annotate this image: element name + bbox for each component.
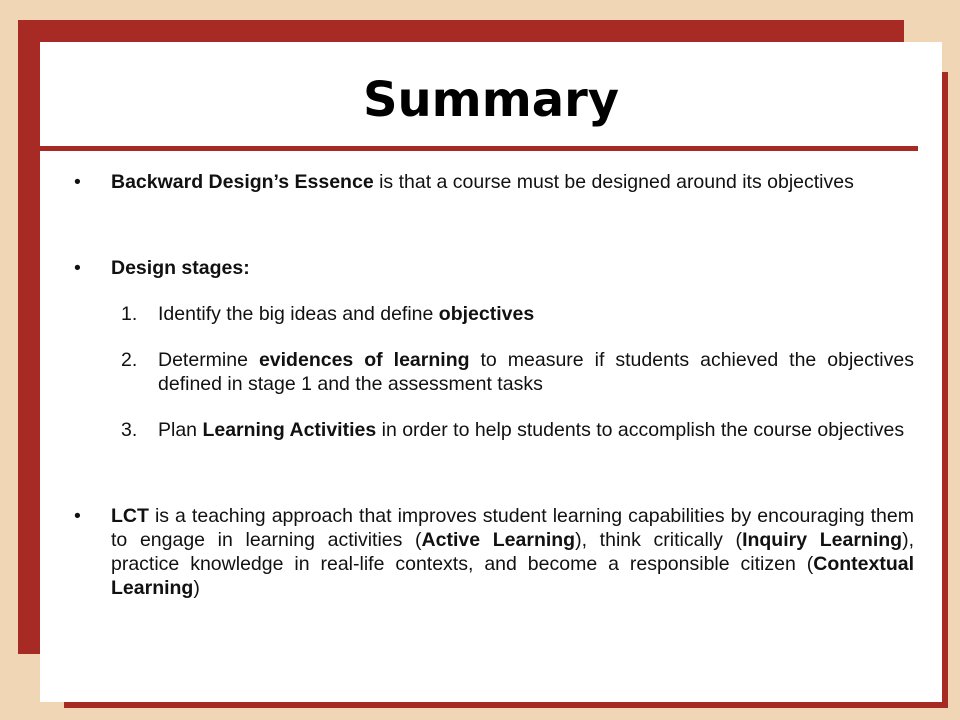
stage-item-3: [74, 418, 914, 442]
text-run: to measure if students achieved the objectives defined in stage 1 and the assessment tasks: [158, 349, 914, 395]
bullet-marker: •: [74, 505, 81, 527]
text-run: ): [193, 577, 200, 599]
stage-item-2: [74, 348, 914, 396]
bold-phrase: Contextual Learning: [111, 553, 914, 599]
stage-item-1: [74, 302, 914, 326]
bullet-text: [111, 257, 250, 279]
bullet-essence: [74, 170, 914, 194]
text-run: ), think critically (: [575, 529, 743, 551]
text-run: is a teaching approach that improves student learning capabilities by encouraging them to engage in learning activities (: [111, 505, 914, 551]
bullet-marker: •: [74, 171, 81, 193]
bold-phrase: Design stages:: [111, 257, 250, 279]
bold-phrase: Backward Design’s Essence: [111, 171, 374, 193]
bold-phrase: Active Learning: [421, 529, 576, 551]
bullet-design-stages: [74, 256, 914, 280]
bold-phrase: Learning Activities: [202, 419, 377, 441]
text-run: Determine: [158, 349, 259, 371]
stage-number: 3.: [121, 419, 138, 441]
slide: [40, 42, 942, 702]
text-run: Plan: [158, 419, 203, 441]
text-run: is that a course must be designed around its objectives: [373, 171, 854, 193]
bold-phrase: LCT: [111, 505, 149, 527]
bold-phrase: Inquiry Learning: [742, 529, 903, 551]
stage-text: [158, 349, 914, 395]
slide-title: Summary: [362, 72, 620, 128]
bold-phrase: evidences of learning: [258, 349, 470, 371]
text-run: in order to help students to accomplish the course objectives: [376, 419, 905, 441]
stage-text: [158, 419, 904, 441]
bold-phrase: objectives: [438, 303, 535, 325]
title-divider: [40, 146, 918, 151]
stage-number: 1.: [121, 303, 138, 325]
text-run: ), practice knowledge in real-life contexts, and become a responsible citizen (: [111, 529, 915, 575]
bullet-text: [111, 171, 854, 193]
bullet-marker: •: [74, 257, 81, 279]
bullet-lct: [74, 504, 914, 600]
bullet-text: [111, 505, 914, 599]
slide-content: [74, 170, 914, 600]
text-run: Identify the big ideas and define: [158, 303, 439, 325]
stage-text: [158, 303, 534, 325]
stage-number: 2.: [121, 349, 138, 371]
